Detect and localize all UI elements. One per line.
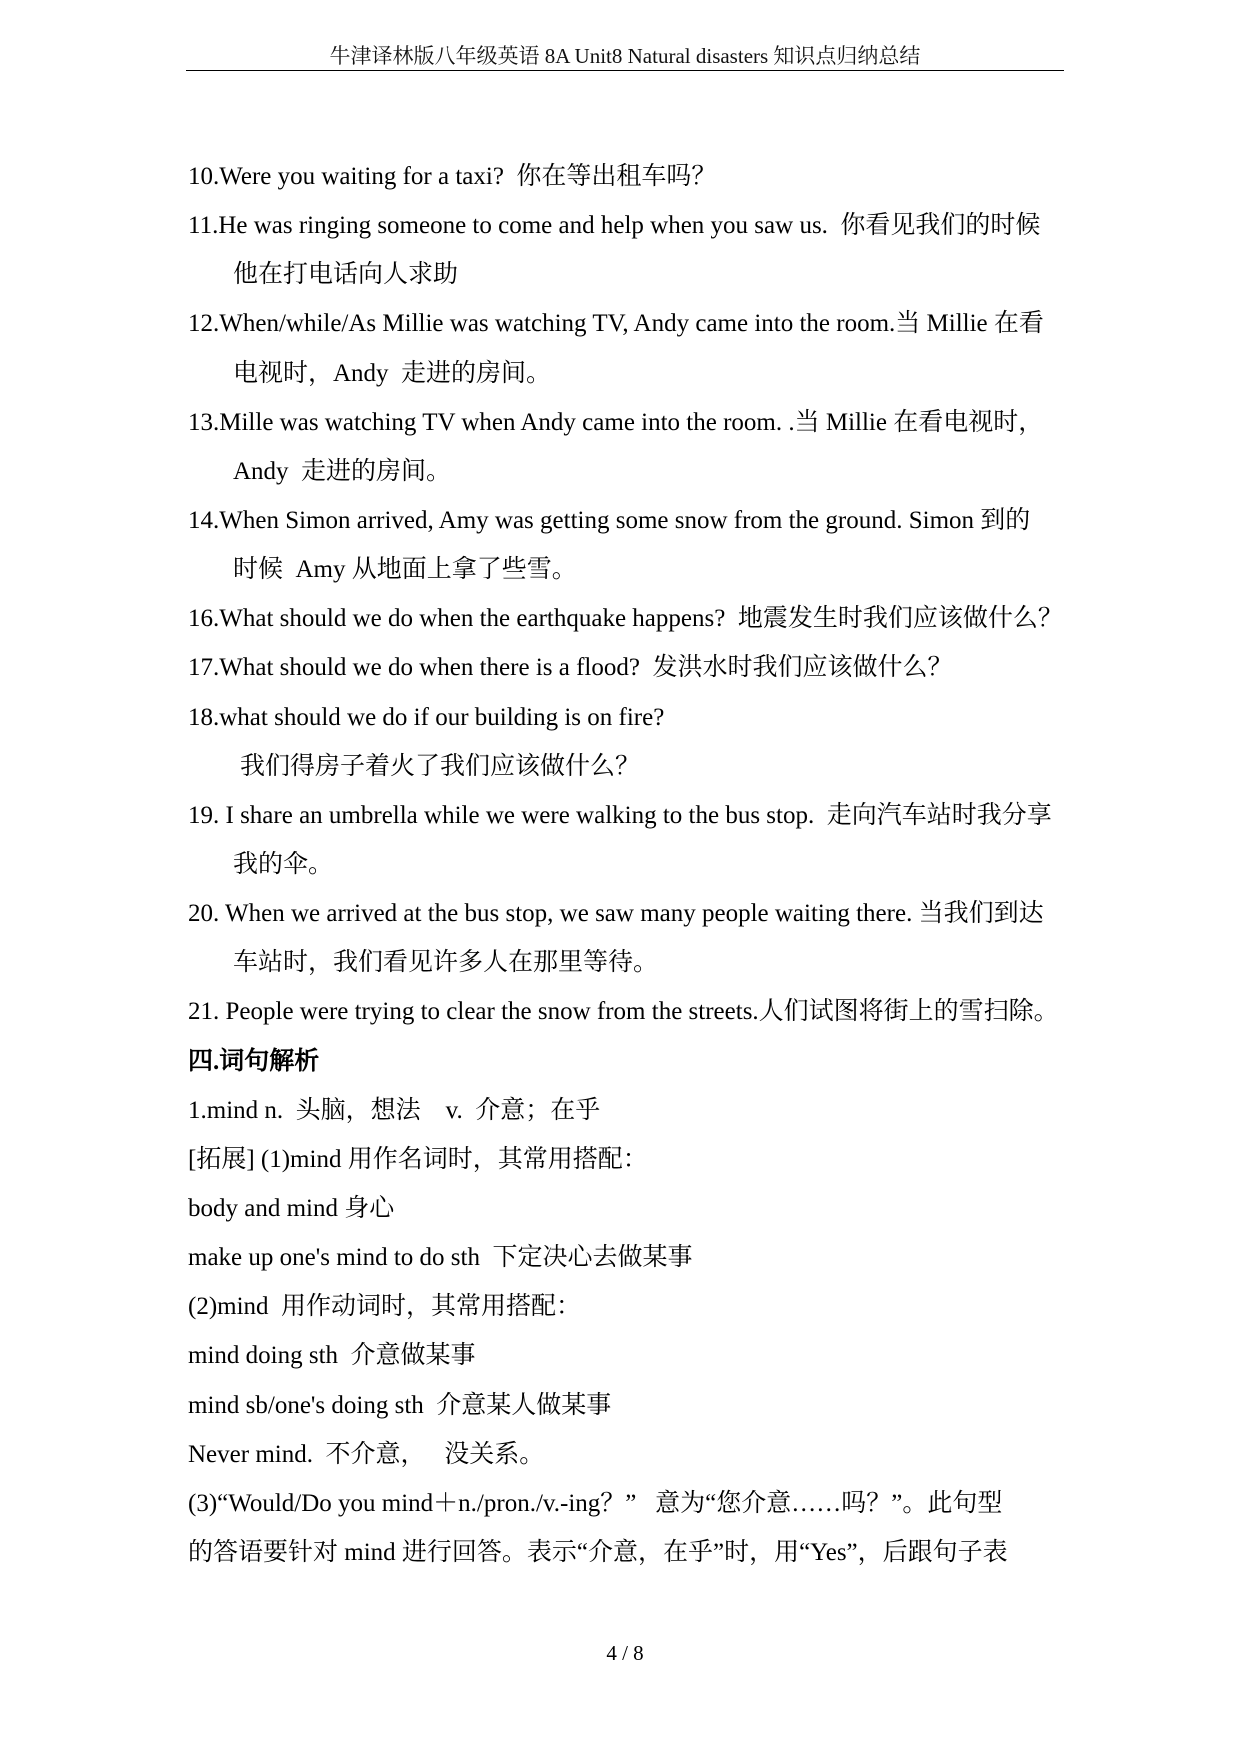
sentence-line: 21. People were trying to clear the snow from the streets.人们试图将街上的雪扫除。 [188,998,1059,1026]
sentence-item [188,987,1064,1036]
page-content [188,152,1064,1577]
sentence-line: 18.what should we do if our building is on fire? [188,703,665,731]
sentence-line: 19. I share an umbrella while we were walking to the bus stop. 走向汽车站时我分享 [188,801,1052,829]
analysis-line: [拓展] (1)mind 用作名词时，其常用搭配： [188,1145,648,1173]
analysis-item [188,1479,1064,1577]
sentence-continuation-line: 他在打电话向人求助 [233,261,459,289]
sentence-item [188,594,1064,643]
sentence-line: 14.When Simon arrived, Amy was getting some snow from the ground. Simon 到的 [188,506,1031,534]
analysis-line: body and mind 身心 [188,1194,395,1222]
sentence-item [188,299,1064,397]
analysis-item [188,1233,1064,1282]
sentence-item [188,398,1064,496]
example-sentences [188,152,1064,1037]
sentence-item [188,152,1064,201]
sentence-item [188,791,1064,889]
analysis-item [188,1381,1064,1430]
sentence-continuation-line: 我的伞。 [233,850,334,878]
analysis-line: Never mind. 不介意， 没关系。 [188,1440,545,1468]
analysis-item [188,1184,1064,1233]
sentence-line: 20. When we arrived at the bus stop, we saw many people waiting there. 当我们到达 [188,900,1044,928]
analysis-line: (3)“Would/Do you mind＋n./pron./v.-ing？” 意为“您介意……吗？”。此句型 [188,1489,1003,1517]
page-number: 4 / 8 [606,1641,644,1665]
sentence-line: 10.Were you waiting for a taxi? 你在等出租车吗？ [188,163,717,190]
analysis-item [188,1282,1064,1331]
sentence-continuation-line: 电视时，Andy 走进的房间。 [233,359,552,387]
analysis-line: make up one's mind to do sth 下定决心去做某事 [188,1244,693,1272]
sentence-line: 12.When/while/As Millie was watching TV, Andy came into the room.当 Millie 在看 [188,310,1044,338]
header-title: 牛津译林版八年级英语 8A Unit8 Natural disasters 知识点归纳总结 [329,44,921,68]
sentence-item [188,201,1064,299]
section-heading: 四.词句解析 [188,1047,320,1075]
sentence-continuation-line: 时候 Amy 从地面上拿了些雪。 [233,556,577,584]
sentence-line: 17.What should we do when there is a flood? 发洪水时我们应该做什么？ [188,654,953,682]
sentence-item [188,889,1064,987]
analysis-item [188,1430,1064,1479]
sentence-line: 11.He was ringing someone to come and help when you saw us. 你看见我们的时候 [188,212,1041,240]
analysis-line: 1.mind n. 头脑，想法 v. 介意；在乎 [188,1096,601,1124]
sentence-line: 13.Mille was watching TV when Andy came into the room. .当 Millie 在看电视时， [188,408,1044,436]
sentence-item [188,643,1064,692]
sentence-continuation-line: Andy 走进的房间。 [233,457,452,485]
header-divider [186,70,1064,71]
sentence-continuation-line: 我们得房子着火了我们应该做什么？ [240,752,641,780]
word-analysis [188,1086,1064,1577]
analysis-item [188,1135,1064,1184]
analysis-item [188,1331,1064,1380]
analysis-line: mind doing sth 介意做某事 [188,1342,476,1370]
analysis-continuation-line: 的答语要针对 mind 进行回答。表示“介意，在乎”时，用“Yes”，后跟句子表 [188,1538,1008,1566]
sentence-continuation-line: 车站时，我们看见许多人在那里等待。 [233,949,659,977]
analysis-item [188,1086,1064,1135]
sentence-item [188,496,1064,594]
sentence-line: 16.What should we do when the earthquake happens? 地震发生时我们应该做什么？ [188,605,1063,633]
sentence-item [188,693,1064,791]
analysis-line: mind sb/one's doing sth 介意某人做某事 [188,1391,612,1419]
analysis-line: (2)mind 用作动词时，其常用搭配： [188,1293,582,1321]
